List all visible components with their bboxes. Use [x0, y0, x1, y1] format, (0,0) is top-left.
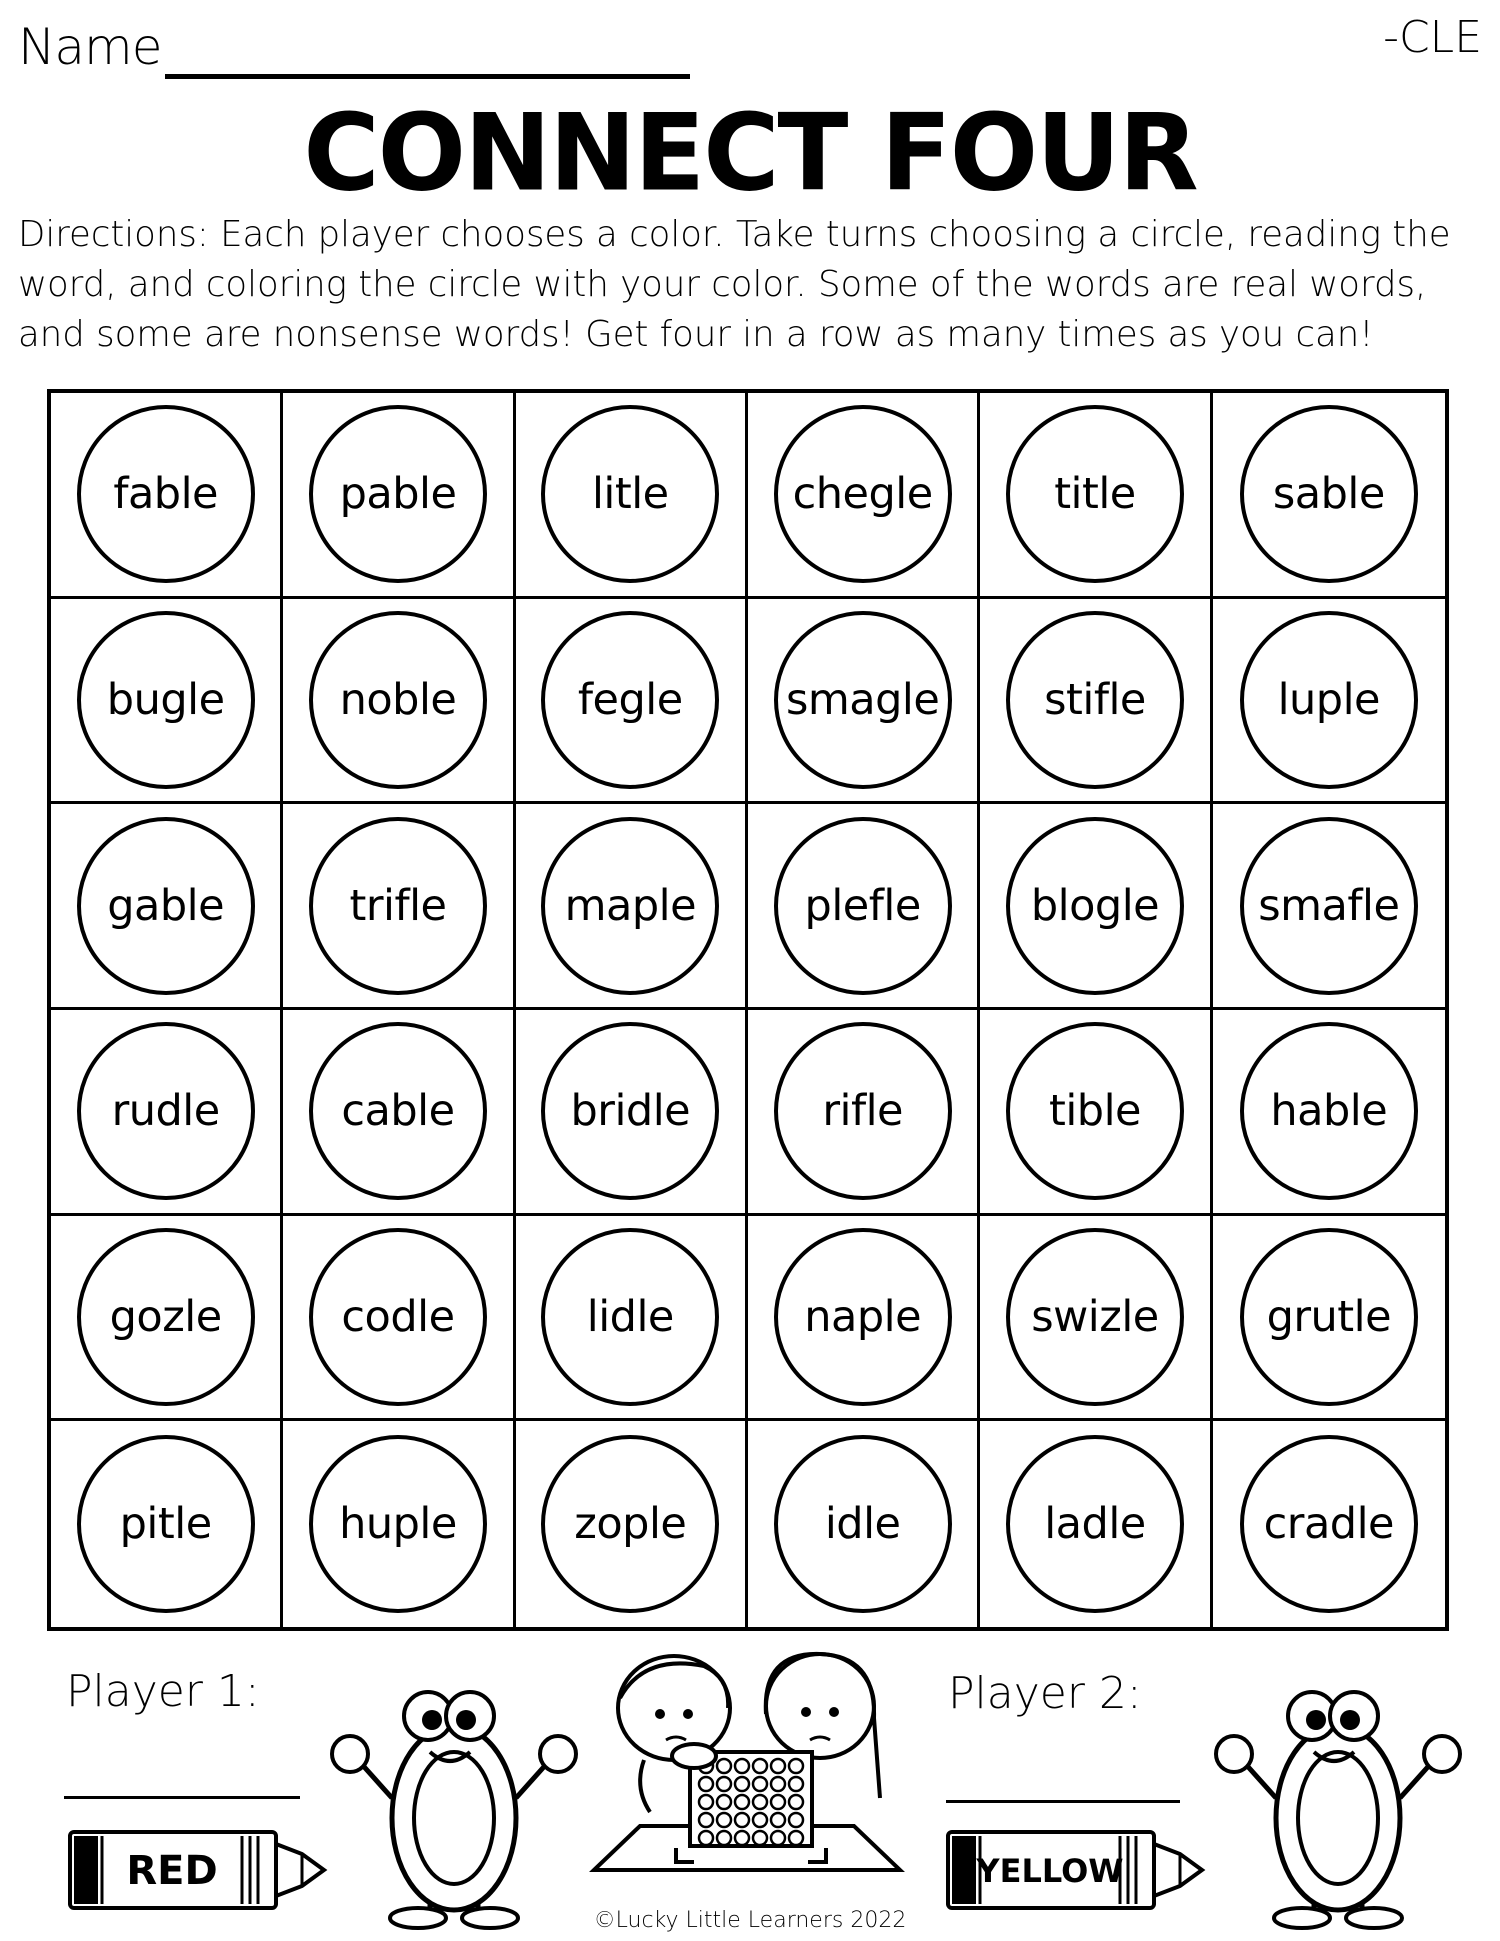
word-circle[interactable]: [1006, 611, 1184, 789]
word-label: smagle: [785, 674, 940, 725]
board-cell: [51, 599, 283, 805]
word-label: fegle: [577, 674, 683, 725]
word-label: rifle: [822, 1086, 903, 1137]
board-cell: [980, 1010, 1212, 1216]
board-cell: [980, 599, 1212, 805]
word-circle[interactable]: [1240, 1228, 1418, 1406]
player2-label: Player 2:: [948, 1668, 1142, 1719]
worksheet-code: -CLE: [1383, 12, 1482, 63]
board-cell: [516, 599, 748, 805]
board-cell: [51, 1010, 283, 1216]
word-label: fable: [113, 469, 218, 520]
board-cell: [980, 1216, 1212, 1422]
word-label: bugle: [106, 674, 225, 725]
player1-label: Player 1:: [66, 1666, 260, 1717]
yellow-crayon-icon: [944, 1826, 1206, 1916]
board-cell: [283, 393, 515, 599]
word-label: codle: [341, 1291, 455, 1342]
word-circle[interactable]: [541, 1022, 719, 1200]
board-cell: [1213, 1421, 1445, 1627]
word-circle[interactable]: [1240, 611, 1418, 789]
word-label: noble: [339, 674, 457, 725]
board-cell: [51, 804, 283, 1010]
board-cell: [1213, 1010, 1445, 1216]
word-label: hable: [1270, 1086, 1388, 1137]
word-circle[interactable]: [1006, 1435, 1184, 1613]
word-circle[interactable]: [309, 1022, 487, 1200]
word-circle[interactable]: [77, 611, 255, 789]
kids-playing-connect-four-icon: [584, 1648, 910, 1908]
word-label: pable: [339, 469, 457, 520]
board-cell: [283, 599, 515, 805]
word-circle[interactable]: [77, 1435, 255, 1613]
word-label: lidle: [586, 1291, 674, 1342]
player1-name-line[interactable]: [64, 1796, 300, 1799]
player2-color-label: YELLOW: [976, 1852, 1124, 1890]
board-cell: [1213, 1216, 1445, 1422]
board-cell: [516, 1010, 748, 1216]
word-circle[interactable]: [77, 1228, 255, 1406]
word-circle[interactable]: [774, 1022, 952, 1200]
board-cell: [51, 1421, 283, 1627]
word-circle[interactable]: [1240, 405, 1418, 583]
board-cell: [516, 393, 748, 599]
letter-monster-icon: [322, 1668, 592, 1930]
player1-color-label: RED: [126, 1848, 218, 1894]
word-label: luple: [1277, 674, 1381, 725]
word-label: swizle: [1031, 1291, 1159, 1342]
board-cell: [283, 1010, 515, 1216]
board-cell: [51, 393, 283, 599]
word-label: pitle: [119, 1499, 212, 1550]
word-circle[interactable]: [541, 817, 719, 995]
word-circle[interactable]: [541, 611, 719, 789]
word-circle[interactable]: [1240, 1435, 1418, 1613]
word-circle[interactable]: [774, 1435, 952, 1613]
board-cell: [1213, 393, 1445, 599]
word-circle[interactable]: [309, 1435, 487, 1613]
board-cell: [980, 804, 1212, 1010]
word-circle[interactable]: [1240, 817, 1418, 995]
word-circle[interactable]: [1006, 817, 1184, 995]
word-circle[interactable]: [774, 611, 952, 789]
word-circle[interactable]: [309, 405, 487, 583]
word-label: trifle: [349, 880, 447, 931]
word-circle[interactable]: [1240, 1022, 1418, 1200]
word-circle[interactable]: [1006, 1022, 1184, 1200]
word-label: zople: [574, 1499, 687, 1550]
word-label: tible: [1048, 1086, 1141, 1137]
board-cell: [283, 1421, 515, 1627]
game-board: [47, 389, 1449, 1631]
word-label: rudle: [111, 1086, 220, 1137]
word-circle[interactable]: [774, 405, 952, 583]
board-cell: [748, 1421, 980, 1627]
word-label: bridle: [570, 1086, 691, 1137]
word-label: litle: [591, 469, 669, 520]
board-cell: [516, 1216, 748, 1422]
word-circle[interactable]: [774, 817, 952, 995]
board-cell: [283, 804, 515, 1010]
board-cell: [516, 804, 748, 1010]
board-cell: [748, 804, 980, 1010]
word-label: gozle: [109, 1291, 222, 1342]
word-label: cable: [341, 1086, 455, 1137]
word-label: naple: [804, 1291, 922, 1342]
word-circle[interactable]: [309, 817, 487, 995]
word-label: blogle: [1030, 880, 1160, 931]
word-label: grutle: [1266, 1291, 1392, 1342]
word-label: chegle: [792, 469, 933, 520]
word-circle[interactable]: [77, 1022, 255, 1200]
board-cell: [748, 1010, 980, 1216]
word-circle[interactable]: [77, 817, 255, 995]
word-circle[interactable]: [774, 1228, 952, 1406]
word-label: gable: [107, 880, 225, 931]
red-crayon-icon: [66, 1826, 328, 1916]
word-label: plefle: [804, 880, 921, 931]
word-label: cradle: [1263, 1499, 1394, 1550]
name-line[interactable]: [165, 74, 690, 79]
board-cell: [1213, 599, 1445, 805]
directions-text: Directions: Each player chooses a color. Take turns choosing a circle, reading the word, and coloring the circle with your color. Some of the words are real words, and some are nonsense words! Get four in a row as many times as you can!: [18, 214, 1451, 355]
word-circle[interactable]: [1006, 405, 1184, 583]
word-label: huple: [339, 1499, 457, 1550]
word-label: sable: [1272, 469, 1385, 520]
board-cell: [748, 599, 980, 805]
player2-name-line[interactable]: [946, 1800, 1180, 1803]
word-circle[interactable]: [1006, 1228, 1184, 1406]
board-cell: [1213, 804, 1445, 1010]
word-label: stifle: [1044, 674, 1146, 725]
word-label: smafle: [1258, 880, 1400, 931]
name-label: Name: [18, 18, 162, 76]
copyright-footer: ©Lucky Little Learners 2022: [593, 1908, 907, 1933]
word-circle[interactable]: [309, 611, 487, 789]
word-label: maple: [564, 880, 697, 931]
letter-monster-icon: [1206, 1668, 1476, 1930]
word-circle[interactable]: [541, 1435, 719, 1613]
word-circle[interactable]: [77, 405, 255, 583]
board-cell: [980, 393, 1212, 599]
board-cell: [283, 1216, 515, 1422]
page-title: CONNECT FOUR: [303, 90, 1197, 216]
board-cell: [516, 1421, 748, 1627]
board-cell: [980, 1421, 1212, 1627]
word-circle[interactable]: [309, 1228, 487, 1406]
word-label: idle: [824, 1499, 901, 1550]
word-circle[interactable]: [541, 1228, 719, 1406]
word-label: ladle: [1044, 1499, 1146, 1550]
word-label: title: [1054, 469, 1136, 520]
word-circle[interactable]: [541, 405, 719, 583]
board-cell: [51, 1216, 283, 1422]
board-cell: [748, 1216, 980, 1422]
board-cell: [748, 393, 980, 599]
